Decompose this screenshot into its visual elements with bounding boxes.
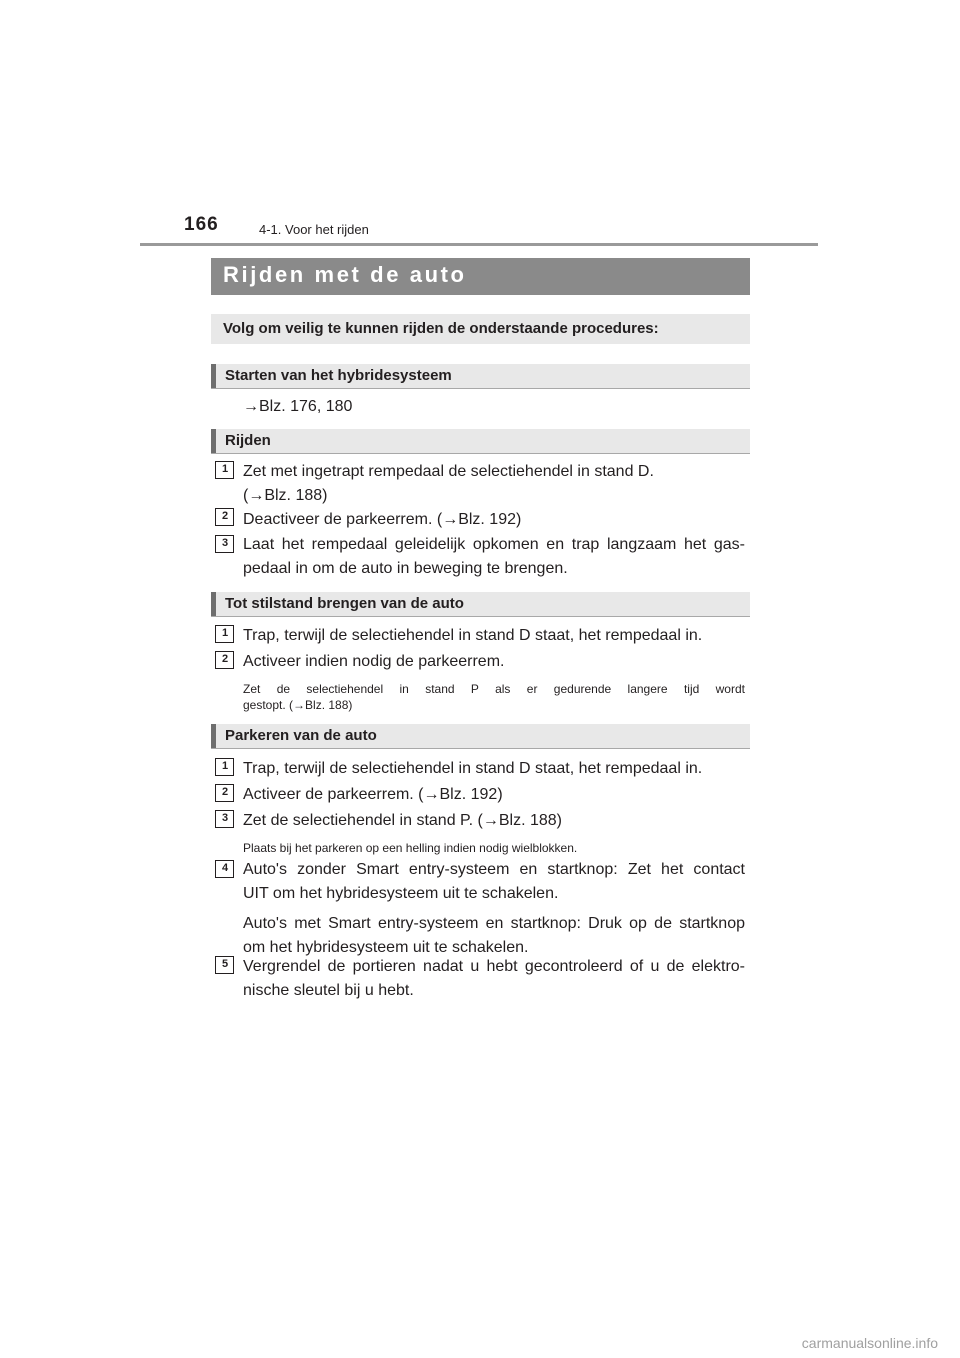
section-heading-parking xyxy=(211,724,750,749)
section-heading-label: Tot stilstand brengen van de auto xyxy=(225,595,464,612)
step-number-badge: 2 xyxy=(215,508,234,526)
section-heading-label: Rijden xyxy=(225,432,271,449)
page-title-bar xyxy=(211,258,750,295)
step-number-badge: 3 xyxy=(215,535,234,553)
step-number-badge: 5 xyxy=(215,956,234,974)
section-heading-stopping xyxy=(211,592,750,617)
watermark-footer: carmanualsonline.info xyxy=(801,1335,938,1351)
breadcrumb: 4-1. Voor het rijden xyxy=(259,222,369,237)
step-text: Laat het rempedaal geleidelijk opkomen en trap langzaam het gas- pedaal in om de auto in beweging te brengen. xyxy=(243,536,745,577)
section-heading-starting xyxy=(211,364,750,389)
step-text: Activeer indien nodig de parkeerrem. xyxy=(243,653,505,670)
header-divider xyxy=(140,243,818,246)
step-number-badge: 1 xyxy=(215,461,234,479)
note-text: Plaats bij het parkeren op een helling indien nodig wielblokken. xyxy=(243,841,578,855)
step-number-badge: 1 xyxy=(215,758,234,776)
intro-text: Volg om veilig te kunnen rijden de onderstaande procedures: xyxy=(223,320,659,337)
intro-box xyxy=(211,314,750,344)
step-number-badge: 1 xyxy=(215,625,234,643)
page-reference: →Blz. 176, 180 xyxy=(243,398,353,415)
section-heading-driving xyxy=(211,429,750,454)
step-number-badge: 2 xyxy=(215,651,234,669)
step-text: Deactiveer de parkeerrem. (→Blz. 192) xyxy=(243,511,522,528)
step-number-badge: 2 xyxy=(215,784,234,802)
step-text: Trap, terwijl de selectiehendel in stand D staat, het rempedaal in. xyxy=(243,760,703,777)
step-number-badge: 4 xyxy=(215,860,234,878)
step-number-badge: 3 xyxy=(215,810,234,828)
step-text: Trap, terwijl de selectiehendel in stand D staat, het rempedaal in. xyxy=(243,627,703,644)
section-heading-label: Parkeren van de auto xyxy=(225,727,377,744)
note-text: Zet de selectiehendel in stand P als er gedurende langere tijd wordt gestopt. (→Blz. 188) xyxy=(243,682,745,712)
section-heading-label: Starten van het hybridesysteem xyxy=(225,367,452,384)
step-text: Auto's zonder Smart entry-systeem en startknop: Zet het contact UIT om het hybridesysteem uit te schakelen. Auto's met Smart entry-systeem en startknop: Druk op de startknop om het hybridesysteem uit te schakelen. xyxy=(243,861,745,956)
step-text: Vergrendel de portieren nadat u hebt gecontroleerd of u de elektro- nische sleutel bij u hebt. xyxy=(243,958,745,999)
step-text: Activeer de parkeerrem. (→Blz. 192) xyxy=(243,786,503,803)
step-text: Zet met ingetrapt rempedaal de selectiehendel in stand D. (→Blz. 188) xyxy=(243,463,654,504)
page-title: Rijden met de auto xyxy=(223,262,467,287)
page-number: 166 xyxy=(184,214,219,235)
step-text: Zet de selectiehendel in stand P. (→Blz. 188) xyxy=(243,812,562,829)
